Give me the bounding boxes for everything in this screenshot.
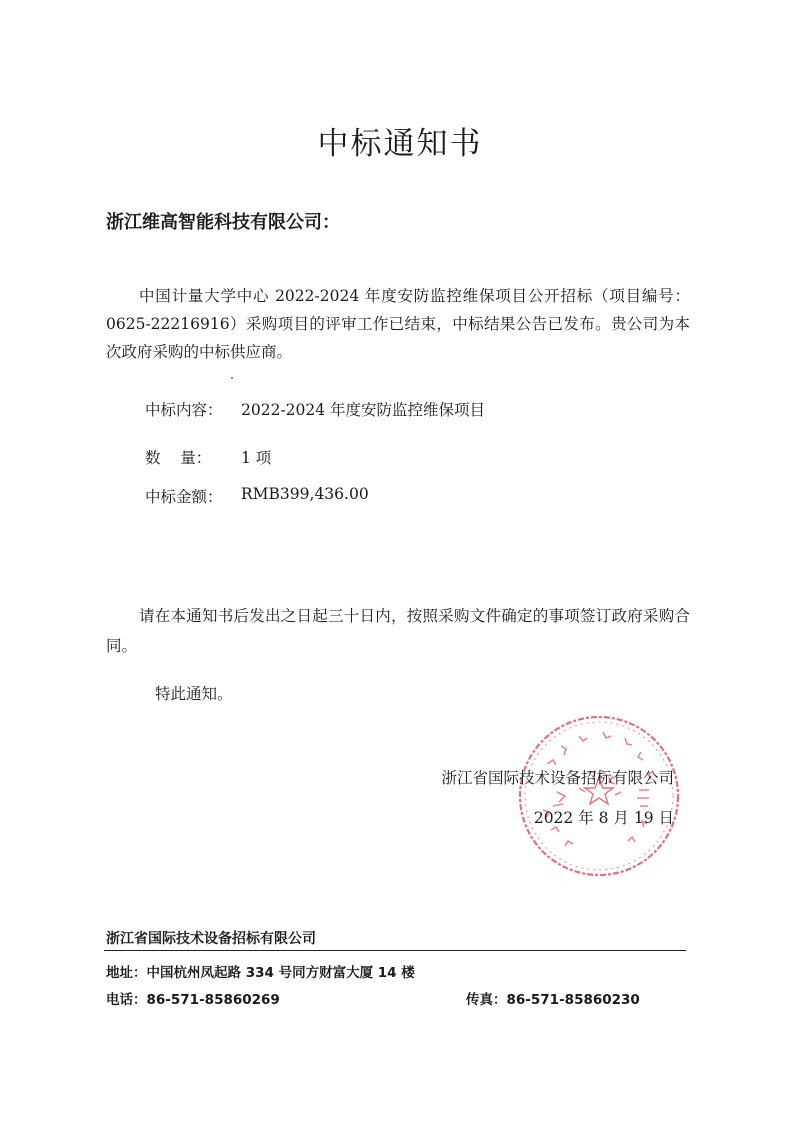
- field-value: RMB399,436.00: [241, 485, 369, 503]
- field-label: 中标内容：: [145, 401, 223, 419]
- notice-paragraph: 请在本通知书后发出之日起三十日内，按照采购文件确定的事项签订政府采购合同。: [106, 607, 690, 655]
- footer-address: 地址：中国杭州凤起路 334 号同方财富大厦 14 楼: [106, 965, 415, 981]
- field-value: 2022-2024 年度安防监控维保项目: [241, 401, 486, 419]
- official-seal-stamp: [517, 714, 681, 878]
- seal-inner-ring: [525, 722, 673, 870]
- scan-speck: [231, 377, 233, 379]
- seal-outer-ring: [520, 717, 678, 875]
- field-label: 数 量：: [145, 449, 212, 467]
- body-paragraph: 中国计量大学中心 2022-2024 年度安防监控维保项目公开招标（项目编号：0625-22216916）采购项目的评审工作已结束，中标结果公告已发布。贵公司为本次政府采购的中标供应商。: [106, 287, 690, 361]
- seal-marks: [543, 732, 653, 846]
- field-row-content: [145, 398, 485, 420]
- closing-text: 特此通知。: [155, 685, 233, 703]
- field-row-quantity: [145, 446, 271, 468]
- field-label: 中标金额：: [145, 488, 223, 506]
- issue-date: 2022 年 8 月 19 日: [533, 809, 674, 827]
- footer-divider: [104, 950, 686, 951]
- field-row-amount: [145, 485, 369, 507]
- footer-fax: 传真：86-571-85860230: [466, 992, 640, 1008]
- issuer-name: 浙江省国际技术设备招标有限公司: [441, 769, 674, 787]
- recipient-name: 浙江维高智能科技有限公司：: [106, 212, 340, 233]
- footer-phone: 电话：86-571-85860269: [106, 992, 280, 1008]
- footer-company: 浙江省国际技术设备招标有限公司: [106, 931, 316, 947]
- field-value: 1 项: [241, 449, 272, 467]
- page-title: 中标通知书: [317, 126, 483, 162]
